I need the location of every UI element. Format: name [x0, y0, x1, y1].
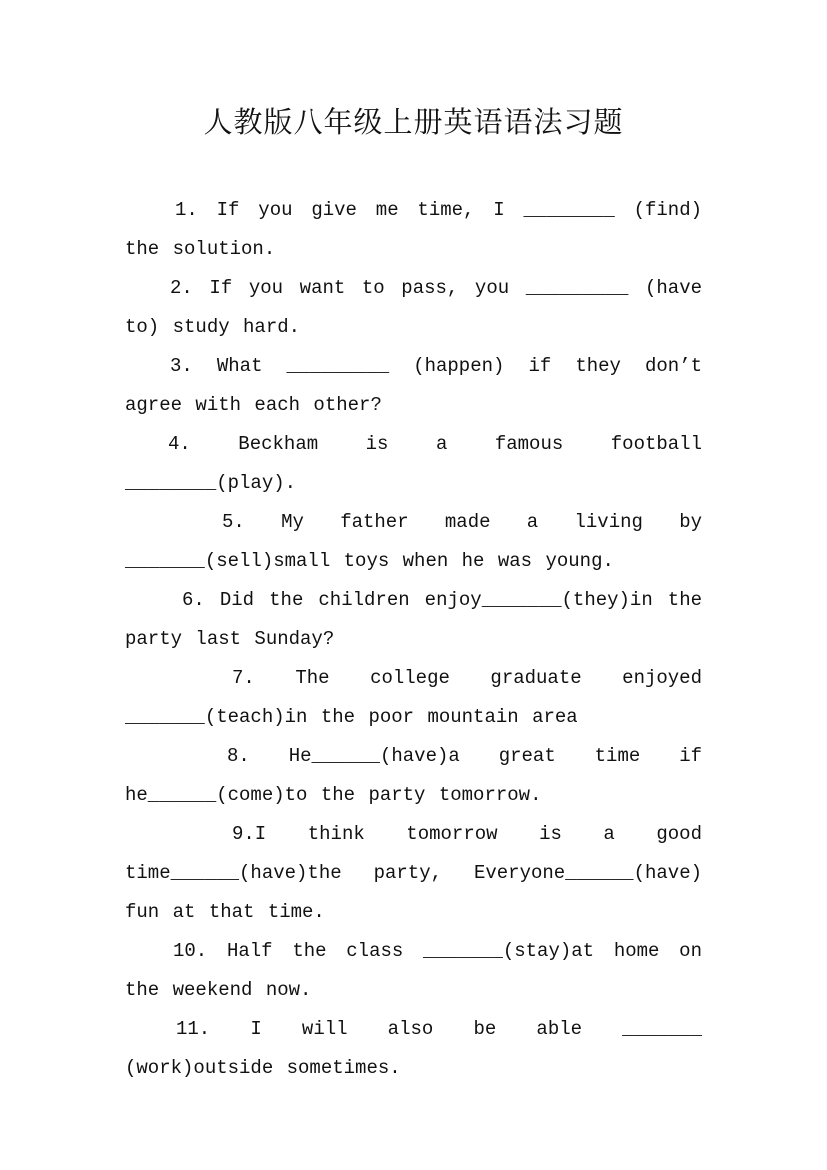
exercise-item-10: 10. Half the class _______(stay)at home on the weekend now. [125, 940, 716, 1001]
exercise-item-3: 3. What _________ (happen) if they don’t agree with each other? [125, 355, 716, 416]
exercise-item-4: 4. Beckham is a famous football ________(play). [125, 433, 716, 494]
exercise-item-7: 7. The college graduate enjoyed _______(teach)in the poor mountain area [125, 667, 716, 728]
exercise-item-8: 8. He______(have)a great time if he______(come)to the party tomorrow. [125, 745, 716, 806]
exercise-item-5: 5. My father made a living by _______(sell)small toys when he was young. [125, 511, 716, 572]
exercise-item-2: 2. If you want to pass, you _________ (have to) study hard. [125, 277, 716, 338]
exercise-item-9: 9.I think tomorrow is a good time______(have)the party, Everyone______(have) fun at that time. [125, 823, 716, 923]
exercise-item-11: 11. I will also be able _______ (work)outside sometimes. [125, 1018, 716, 1079]
exercise-list [125, 191, 716, 1088]
exercise-item-6: 6. Did the children enjoy_______(they)in the party last Sunday? [125, 589, 716, 650]
exercise-item-1: 1. If you give me time, I ________ (find) the solution. [125, 199, 716, 260]
page-title: 人教版八年级上册英语语法习题 [203, 105, 624, 139]
